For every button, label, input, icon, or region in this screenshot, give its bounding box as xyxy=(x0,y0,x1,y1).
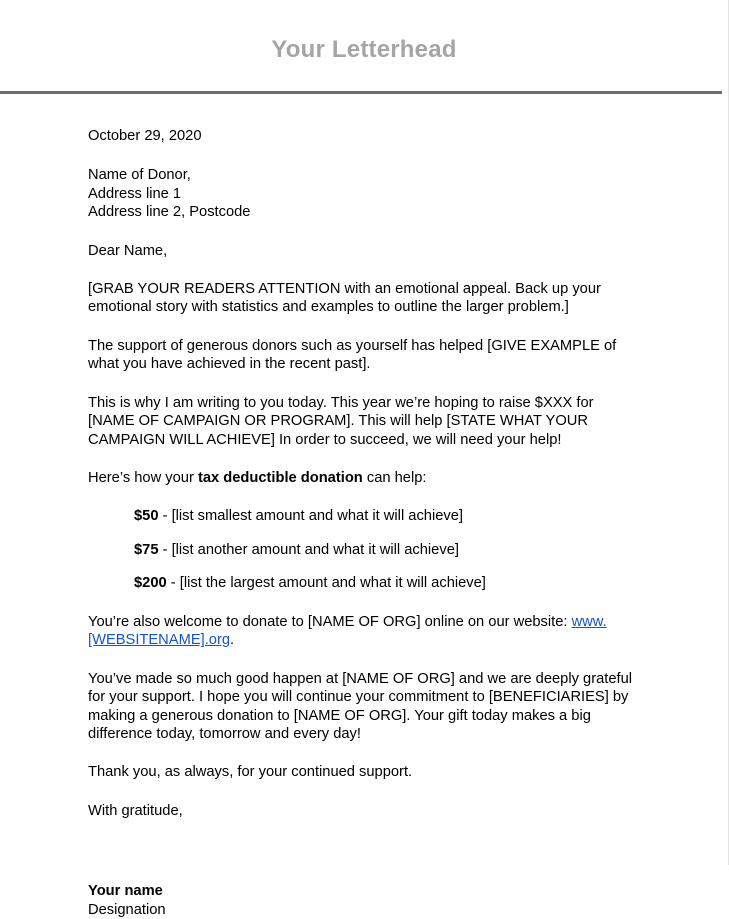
donation-tier-amount: $75 xyxy=(134,541,159,558)
donation-tier-description: - [list smallest amount and what it will achieve] xyxy=(158,508,463,525)
website-donation-paragraph xyxy=(88,613,644,650)
body-paragraph-1: [GRAB YOUR READERS ATTENTION with an emotional appeal. Back up your emotional story with statistics and examples to outline the larger problem.] xyxy=(88,280,601,316)
donation-tier-item xyxy=(88,574,644,592)
recipient-name: Name of Donor, xyxy=(88,167,191,184)
salutation: Dear Name, xyxy=(88,242,168,259)
signature-space xyxy=(88,820,644,882)
tax-deductible-donation-emphasis: tax deductible donation xyxy=(197,470,363,487)
donation-tier-amount: $50 xyxy=(134,508,159,525)
donation-tiers-intro xyxy=(88,469,644,487)
website-paragraph-suffix: . xyxy=(230,632,235,649)
donation-tier-amount: $200 xyxy=(134,575,167,592)
donation-tier-item xyxy=(88,541,644,559)
donation-tiers-intro-suffix: can help: xyxy=(362,470,427,487)
donation-tier-item xyxy=(88,507,644,525)
signature-designation: Designation xyxy=(88,901,166,918)
letter-body xyxy=(0,94,728,919)
donation-tiers-intro-prefix: Here’s how your xyxy=(88,470,198,487)
signature-name: Your name xyxy=(88,883,163,900)
recipient-address-line-1: Address line 1 xyxy=(88,185,182,202)
donation-tier-description: - [list another amount and what it will achieve] xyxy=(158,541,459,558)
letterhead-header xyxy=(0,0,728,65)
recipient-address-line-2: Address line 2, Postcode xyxy=(88,204,251,221)
recipient-address-block xyxy=(88,166,644,221)
letter-date: October 29, 2020 xyxy=(88,127,202,144)
body-paragraph-3: This is why I am writing to you today. This year we’re hoping to raise $XXX for [NAME OF CAMPAIGN OR PROGRAM]. This will help [STATE WHAT YOUR CAMPAIGN WILL ACHIEVE] In order to succeed, we will need your help! xyxy=(88,394,594,448)
body-paragraph-5: Thank you, as always, for your continued support. xyxy=(88,764,413,781)
website-paragraph-prefix: You’re also welcome to donate to [NAME OF ORG] online on our website: xyxy=(88,613,572,630)
website-link[interactable]: www.[WEBSITENAME].org xyxy=(88,613,607,649)
closing-line: With gratitude, xyxy=(88,802,183,819)
body-paragraph-2: The support of generous donors such as yourself has helped [GIVE EXAMPLE of what you have achieved in the recent past]. xyxy=(88,337,617,373)
letterhead-title: Your Letterhead xyxy=(271,36,457,63)
donation-tier-description: - [list the largest amount and what it will achieve] xyxy=(166,575,486,592)
body-paragraph-4: You’ve made so much good happen at [NAME OF ORG] and we are deeply grateful for your support. I hope you will continue your commitment to [BENEFICIARIES] by making a generous donation to [NAME OF ORG]. Your gift today makes a big difference today, tomorrow and every day! xyxy=(88,670,633,742)
